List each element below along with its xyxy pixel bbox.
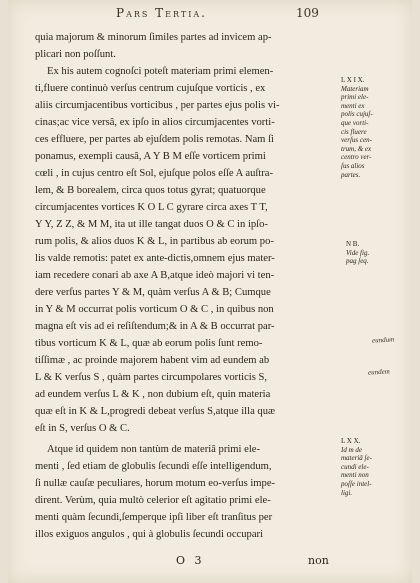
note-line: que vorti-: [341, 118, 369, 127]
note-line: Materiam: [341, 84, 369, 93]
marginal-note-70: [341, 437, 372, 497]
text-line: in Y & M occurrat polis vorticum O & C , in quibus non: [35, 304, 274, 315]
handwritten-annotation: eundem: [367, 367, 390, 377]
note-line: cis fluere: [341, 127, 367, 136]
text-line: plicari non poſſunt.: [35, 49, 116, 60]
text-line: tibus vorticum K & L, quæ ab eorum polis ſunt remo-: [35, 338, 263, 349]
note-line: Vide fig.: [346, 248, 370, 257]
signature-mark: O 3: [176, 554, 205, 567]
text-line: menti quàm ſecundi,ſemperque ipſi liber eſt tranſitus per: [35, 512, 273, 523]
text-line: magna eſt vis ad ei reſiſtendum;& in A & B occurrat par-: [35, 321, 275, 332]
note-line: partes.: [341, 170, 361, 179]
note-line: verſus cen-: [341, 136, 372, 145]
note-line: poſſe intel-: [341, 479, 372, 488]
note-line: centro ver-: [341, 153, 372, 162]
text-line: rum polis, & alios duos K & L, in partibus ab eorum po-: [35, 236, 274, 247]
note-line: primi ele-: [341, 93, 369, 102]
text-line: cinas;ac vice versâ, ex ipſo in alios circumjacentes vorti-: [35, 117, 275, 128]
note-line: polis cujuſ-: [341, 110, 373, 119]
note-line: cundi ele-: [341, 462, 369, 471]
note-line: L X I X.: [341, 76, 365, 84]
note-line: materiâ ſe-: [341, 454, 372, 463]
text-line: ponamus, exempli causâ, A Y B M eſſe vorticem primi: [35, 151, 266, 162]
text-line: menti , ſed etiam de globulis ſecundi eſſe intelligendum,: [35, 461, 272, 472]
page-number: 109: [296, 6, 319, 20]
text-line: Atque id quidem non tantùm de materiâ primi ele-: [47, 444, 260, 455]
text-line: aliis circumjacentibus vorticibus , per partes ejus polis vi-: [35, 100, 280, 111]
catchword: non: [308, 554, 329, 567]
text-line: circumjacentes vortices K O L C gyrare circa axes T T,: [35, 202, 268, 213]
text-line: ti,fluere continuò verſus centrum cujuſque vorticis , ex: [35, 83, 266, 94]
text-line: tiſſimæ , ac proinde majorem habent vim ad eundem ab: [35, 355, 270, 366]
page-footer: [8, 554, 412, 568]
note-line: menti ex: [341, 101, 365, 110]
handwritten-annotation: eundum: [371, 335, 395, 345]
note-line: pag ſeq.: [346, 257, 369, 266]
text-line: dirent. Verùm, quia multò celerior eſt agitatio primi ele-: [35, 495, 271, 506]
text-line: L & K verſus S , quàm partes circumpolares vorticis S,: [35, 372, 268, 383]
text-line: illos exiguos angulos , qui à globulis ſecundi occupari: [35, 529, 264, 540]
text-line: ad eundem verſus L & K , non dubium eſt, quin materia: [35, 389, 271, 400]
text-line: quia majorum & minorum ſimiles partes ad invicem ap-: [35, 32, 272, 43]
text-line: lem, & B borealem, circa quos totus gyrat; quatuorque: [35, 185, 266, 196]
note-line: Id m de: [341, 445, 362, 454]
text-line: eſt in S, verſus O & C.: [35, 423, 130, 434]
page-header: [8, 6, 412, 24]
text-line: Ex his autem cognoſci poteſt materiam primi elemen-: [47, 66, 274, 77]
book-page: [8, 0, 412, 583]
body-text: [35, 29, 335, 543]
marginal-note-nb: [346, 240, 369, 266]
marginal-note-69: [341, 76, 373, 179]
note-line: L X X.: [341, 437, 361, 445]
note-line: ligi.: [341, 488, 353, 497]
note-line: menti non: [341, 471, 369, 480]
text-line: Y Y, Z Z, & M M, ita ut ille tangat duos O & C in ipſo-: [35, 219, 268, 230]
text-line: dere verſus partes Y & M, quàm verſus A & B; Cumque: [35, 287, 271, 298]
text-line: iam recedere conari ab axe A B,atque ideò majori vi ten-: [35, 270, 275, 281]
note-line: trum, & ex: [341, 144, 372, 153]
running-head: Pars Tertia.: [116, 6, 207, 20]
text-line: ſi nullæ cauſæ peculiares, horum motum eo-verſus impe-: [35, 478, 276, 489]
text-line: cœli , in cujus centro eſt Sol, ejuſque polos eſſe A auſtra-: [35, 168, 274, 179]
note-line: N B.: [346, 240, 360, 248]
text-line: lis valde remotis: patet ex ante-dictis,omnem ejus mater-: [35, 253, 275, 264]
text-line: ces effluere, per partes ab ejuſdem polis remotas. Nam ſi: [35, 134, 274, 145]
text-line: quæ eſt in K & L,progredi debeat verſus S,atque illa quæ: [35, 406, 276, 417]
note-line: ſus alios: [341, 161, 365, 170]
